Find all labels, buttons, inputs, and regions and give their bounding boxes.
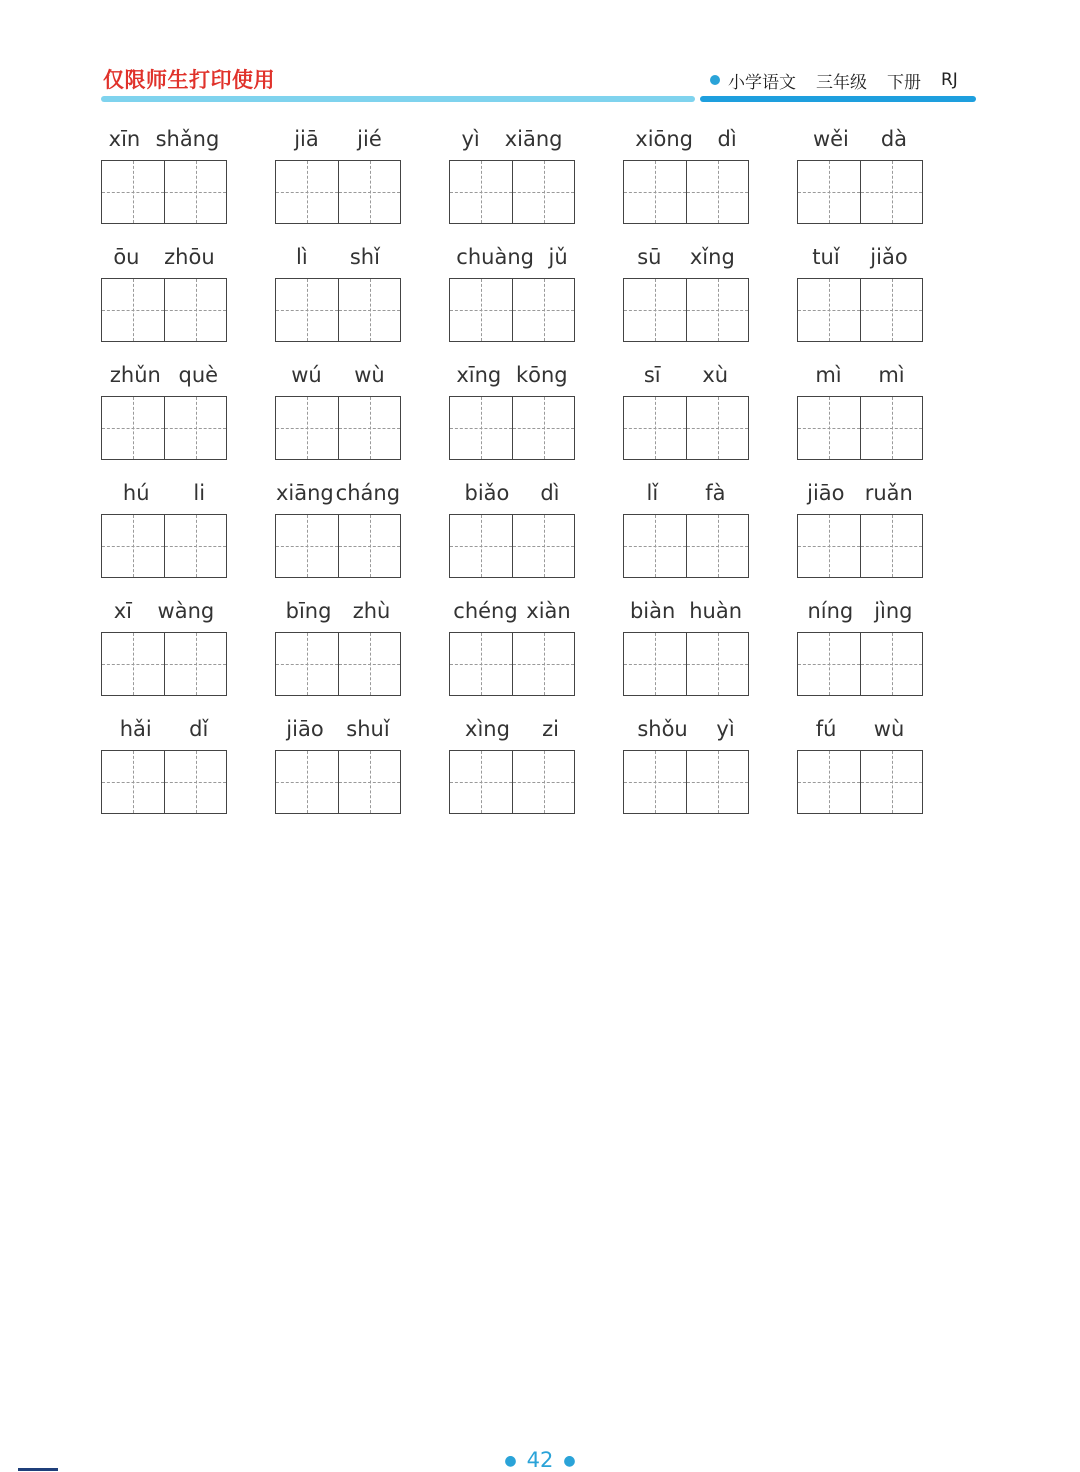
tianzige-writing-box[interactable] <box>512 751 574 813</box>
tianzige-writing-box[interactable] <box>102 633 164 695</box>
pinyin-label <box>101 478 227 508</box>
tianzige-writing-box[interactable] <box>860 397 922 459</box>
writing-box-pair <box>623 396 749 460</box>
writing-box-pair <box>623 632 749 696</box>
pinyin-syllable: wù <box>873 717 905 741</box>
tianzige-writing-box[interactable] <box>450 279 512 341</box>
pinyin-syllable: dì <box>540 481 560 505</box>
pinyin-label <box>101 124 227 154</box>
pinyin-syllable: zhù <box>352 599 391 623</box>
header-rule-right <box>700 96 976 102</box>
tianzige-writing-box[interactable] <box>624 515 686 577</box>
tianzige-writing-box[interactable] <box>102 515 164 577</box>
pinyin-syllable: cháng <box>335 481 401 505</box>
pinyin-syllable: yì <box>716 717 735 741</box>
pinyin-syllable: biǎo <box>464 481 510 505</box>
word-item <box>797 356 923 474</box>
word-item <box>623 238 749 356</box>
pinyin-syllable: wù <box>354 363 385 387</box>
pinyin-syllable: xīn <box>108 127 141 151</box>
tianzige-writing-box[interactable] <box>512 161 574 223</box>
word-item <box>449 238 575 356</box>
pinyin-syllable: li <box>193 481 206 505</box>
tianzige-writing-box[interactable] <box>338 515 400 577</box>
volume-label: 下册 <box>887 72 921 93</box>
pinyin-syllable: xǐng <box>689 245 735 269</box>
word-item <box>275 238 401 356</box>
pinyin-syllable: xiāng <box>275 481 334 505</box>
tianzige-writing-box[interactable] <box>512 633 574 695</box>
writing-box-pair <box>797 160 923 224</box>
tianzige-writing-box[interactable] <box>798 515 860 577</box>
pinyin-label <box>101 242 227 272</box>
pinyin-label <box>623 714 749 744</box>
pinyin-syllable: chéng <box>453 599 518 623</box>
pinyin-syllable: shǐ <box>349 245 380 269</box>
pinyin-label <box>449 478 575 508</box>
pinyin-label <box>275 596 401 626</box>
pinyin-label <box>449 242 575 272</box>
pinyin-syllable: ōu <box>113 245 140 269</box>
pinyin-label <box>275 124 401 154</box>
bullet-icon <box>710 75 720 85</box>
pinyin-label <box>449 714 575 744</box>
tianzige-writing-box[interactable] <box>338 397 400 459</box>
corner-mark <box>18 1468 58 1471</box>
word-item <box>275 474 401 592</box>
pinyin-syllable: shuǐ <box>346 717 390 741</box>
pinyin-syllable: huàn <box>689 599 743 623</box>
writing-box-pair <box>275 514 401 578</box>
word-item <box>275 592 401 710</box>
tianzige-writing-box[interactable] <box>102 397 164 459</box>
writing-box-pair <box>623 750 749 814</box>
pinyin-syllable: xiāng <box>504 127 563 151</box>
tianzige-writing-box[interactable] <box>798 161 860 223</box>
pinyin-label <box>275 714 401 744</box>
word-item <box>449 474 575 592</box>
word-item <box>275 120 401 238</box>
subject-label: 小学语文 <box>728 72 796 93</box>
page-number <box>0 1448 1080 1472</box>
word-item <box>275 356 401 474</box>
pinyin-label <box>797 478 923 508</box>
tianzige-writing-box[interactable] <box>686 751 748 813</box>
pinyin-syllable: què <box>178 363 219 387</box>
tianzige-writing-box[interactable] <box>798 279 860 341</box>
writing-box-pair <box>101 160 227 224</box>
tianzige-writing-box[interactable] <box>860 279 922 341</box>
writing-box-pair <box>797 750 923 814</box>
pinyin-syllable: jǔ <box>548 245 568 269</box>
pinyin-syllable: hú <box>122 481 150 505</box>
tianzige-writing-box[interactable] <box>338 279 400 341</box>
pinyin-label <box>101 360 227 390</box>
pinyin-word-grid <box>101 120 923 828</box>
pinyin-syllable: jiā <box>294 127 319 151</box>
tianzige-writing-box[interactable] <box>512 279 574 341</box>
pinyin-syllable: xīng <box>456 363 502 387</box>
writing-box-pair <box>101 514 227 578</box>
tianzige-writing-box[interactable] <box>512 397 574 459</box>
tianzige-writing-box[interactable] <box>164 161 226 223</box>
pinyin-syllable: jiǎo <box>870 245 908 269</box>
word-item <box>101 120 227 238</box>
tianzige-writing-box[interactable] <box>450 633 512 695</box>
pinyin-syllable: dì <box>717 127 737 151</box>
page-dot-right: ● <box>563 1453 576 1469</box>
tianzige-writing-box[interactable] <box>102 161 164 223</box>
writing-box-pair <box>449 750 575 814</box>
tianzige-writing-box[interactable] <box>338 633 400 695</box>
pinyin-syllable: sī <box>643 363 661 387</box>
writing-box-pair <box>797 278 923 342</box>
pinyin-syllable: biàn <box>629 599 676 623</box>
pinyin-syllable: jié <box>357 127 382 151</box>
word-item <box>449 592 575 710</box>
writing-box-pair <box>623 278 749 342</box>
tianzige-writing-box[interactable] <box>686 279 748 341</box>
tianzige-writing-box[interactable] <box>450 515 512 577</box>
tianzige-writing-box[interactable] <box>860 161 922 223</box>
tianzige-writing-box[interactable] <box>860 515 922 577</box>
book-info <box>710 67 958 93</box>
tianzige-writing-box[interactable] <box>686 397 748 459</box>
word-item <box>623 592 749 710</box>
header-rule-left <box>101 96 695 102</box>
tianzige-writing-box[interactable] <box>798 397 860 459</box>
word-item <box>623 356 749 474</box>
pinyin-syllable: bīng <box>285 599 332 623</box>
pinyin-label <box>797 360 923 390</box>
pinyin-syllable: xù <box>702 363 729 387</box>
pinyin-syllable: mì <box>815 363 842 387</box>
watermark-title: 仅限师生打印使用 <box>103 68 275 92</box>
pinyin-syllable: yì <box>461 127 480 151</box>
tianzige-writing-box[interactable] <box>798 633 860 695</box>
pinyin-syllable: xiàn <box>526 599 571 623</box>
pinyin-label <box>101 596 227 626</box>
writing-box-pair <box>275 396 401 460</box>
pinyin-syllable: zhōu <box>164 245 215 269</box>
word-item <box>449 710 575 828</box>
tianzige-writing-box[interactable] <box>102 279 164 341</box>
tianzige-writing-box[interactable] <box>164 279 226 341</box>
page-number-text: 42 <box>526 1448 554 1472</box>
word-item <box>101 238 227 356</box>
writing-box-pair <box>101 750 227 814</box>
pinyin-label <box>623 596 749 626</box>
pinyin-label <box>449 360 575 390</box>
pinyin-syllable: jiāo <box>807 481 845 505</box>
pinyin-syllable: wěi <box>812 127 849 151</box>
tianzige-writing-box[interactable] <box>624 279 686 341</box>
tianzige-writing-box[interactable] <box>450 161 512 223</box>
word-item <box>797 592 923 710</box>
pinyin-syllable: wú <box>291 363 322 387</box>
pinyin-syllable: wàng <box>157 599 215 623</box>
tianzige-writing-box[interactable] <box>624 397 686 459</box>
tianzige-writing-box[interactable] <box>798 751 860 813</box>
word-item <box>797 710 923 828</box>
writing-box-pair <box>797 396 923 460</box>
pinyin-syllable: lì <box>296 245 308 269</box>
writing-box-pair <box>275 278 401 342</box>
word-item <box>275 710 401 828</box>
pinyin-syllable: fú <box>815 717 837 741</box>
word-item <box>623 474 749 592</box>
pinyin-syllable: chuàng <box>456 245 534 269</box>
pinyin-label <box>623 360 749 390</box>
writing-box-pair <box>623 514 749 578</box>
word-item <box>101 592 227 710</box>
grade-label: 三年级 <box>816 72 867 93</box>
pinyin-syllable: xī <box>113 599 133 623</box>
pinyin-label <box>797 596 923 626</box>
pinyin-label <box>797 242 923 272</box>
tianzige-writing-box[interactable] <box>164 397 226 459</box>
tianzige-writing-box[interactable] <box>450 751 512 813</box>
tianzige-writing-box[interactable] <box>102 751 164 813</box>
writing-box-pair <box>449 160 575 224</box>
pinyin-label <box>449 124 575 154</box>
pinyin-syllable: dà <box>880 127 908 151</box>
tianzige-writing-box[interactable] <box>276 515 338 577</box>
tianzige-writing-box[interactable] <box>860 633 922 695</box>
word-item <box>623 120 749 238</box>
tianzige-writing-box[interactable] <box>164 633 226 695</box>
word-item <box>101 356 227 474</box>
pinyin-label <box>275 242 401 272</box>
tianzige-writing-box[interactable] <box>276 751 338 813</box>
pinyin-label <box>275 478 401 508</box>
word-item <box>623 710 749 828</box>
pinyin-syllable: ruǎn <box>864 481 913 505</box>
pinyin-syllable: níng <box>807 599 854 623</box>
tianzige-writing-box[interactable] <box>338 751 400 813</box>
writing-box-pair <box>101 396 227 460</box>
tianzige-writing-box[interactable] <box>686 633 748 695</box>
writing-box-pair <box>449 514 575 578</box>
writing-box-pair <box>275 750 401 814</box>
pinyin-syllable: hǎi <box>119 717 152 741</box>
pinyin-syllable: jiāo <box>286 717 324 741</box>
writing-box-pair <box>797 632 923 696</box>
pinyin-label <box>449 596 575 626</box>
tianzige-writing-box[interactable] <box>338 161 400 223</box>
tianzige-writing-box[interactable] <box>450 397 512 459</box>
writing-box-pair <box>275 160 401 224</box>
edition-label: RJ <box>941 70 958 90</box>
writing-box-pair <box>101 278 227 342</box>
writing-box-pair <box>797 514 923 578</box>
tianzige-writing-box[interactable] <box>276 279 338 341</box>
tianzige-writing-box[interactable] <box>276 161 338 223</box>
pinyin-label <box>623 478 749 508</box>
tianzige-writing-box[interactable] <box>686 515 748 577</box>
writing-box-pair <box>101 632 227 696</box>
tianzige-writing-box[interactable] <box>624 751 686 813</box>
pinyin-label <box>101 714 227 744</box>
pinyin-label <box>797 714 923 744</box>
tianzige-writing-box[interactable] <box>276 633 338 695</box>
tianzige-writing-box[interactable] <box>624 633 686 695</box>
pinyin-label <box>797 124 923 154</box>
pinyin-syllable: jìng <box>874 599 913 623</box>
pinyin-syllable: xiōng <box>635 127 694 151</box>
pinyin-label <box>275 360 401 390</box>
writing-box-pair <box>449 278 575 342</box>
pinyin-syllable: sū <box>637 245 662 269</box>
pinyin-syllable: mì <box>878 363 905 387</box>
word-item <box>101 710 227 828</box>
word-item <box>101 474 227 592</box>
tianzige-writing-box[interactable] <box>686 161 748 223</box>
tianzige-writing-box[interactable] <box>276 397 338 459</box>
word-item <box>449 356 575 474</box>
pinyin-syllable: zhǔn <box>109 363 161 387</box>
pinyin-syllable: lǐ <box>646 481 659 505</box>
pinyin-syllable: dǐ <box>189 717 209 741</box>
page-dot-left: ● <box>504 1453 517 1469</box>
writing-box-pair <box>623 160 749 224</box>
tianzige-writing-box[interactable] <box>164 751 226 813</box>
word-item <box>797 238 923 356</box>
pinyin-syllable: fà <box>705 481 726 505</box>
tianzige-writing-box[interactable] <box>164 515 226 577</box>
pinyin-syllable: shǒu <box>637 717 688 741</box>
pinyin-syllable: xìng <box>465 717 510 741</box>
tianzige-writing-box[interactable] <box>512 515 574 577</box>
pinyin-syllable: kōng <box>515 363 568 387</box>
word-item <box>449 120 575 238</box>
writing-box-pair <box>275 632 401 696</box>
pinyin-syllable: zi <box>542 717 559 741</box>
writing-box-pair <box>449 396 575 460</box>
pinyin-label <box>623 124 749 154</box>
word-item <box>797 120 923 238</box>
writing-box-pair <box>449 632 575 696</box>
tianzige-writing-box[interactable] <box>624 161 686 223</box>
pinyin-syllable: shǎng <box>155 127 220 151</box>
pinyin-label <box>623 242 749 272</box>
word-item <box>797 474 923 592</box>
pinyin-syllable: tuǐ <box>812 245 840 269</box>
tianzige-writing-box[interactable] <box>860 751 922 813</box>
